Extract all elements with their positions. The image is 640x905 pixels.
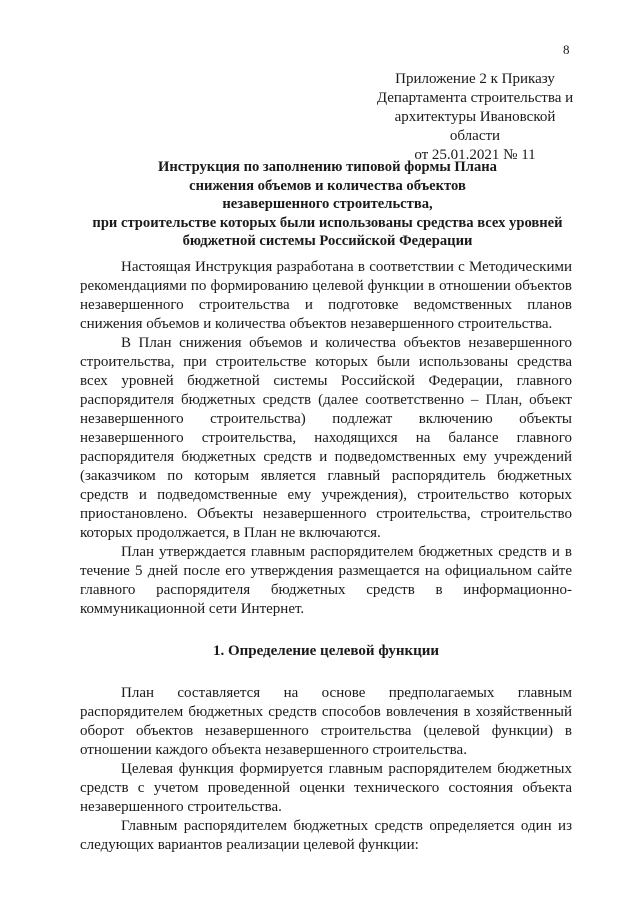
page-number: 8 bbox=[563, 42, 570, 57]
title-line: бюджетной системы Российской Федерации bbox=[182, 233, 473, 249]
paragraph: План утверждается главным распорядителем бюджетных средств и в течение 5 дней после его утверждения размещается на официальном сайте главного распорядителя бюджетных средств в информационно-коммуникационной сети Интернет. bbox=[80, 544, 572, 617]
appendix-line: Департамента строительства и bbox=[376, 90, 574, 106]
section-heading: 1. Определение целевой функции bbox=[212, 643, 440, 659]
appendix-line: области bbox=[449, 128, 501, 144]
appendix-line: от 25.01.2021 № 11 bbox=[414, 147, 536, 163]
paragraph: Главным распорядителем бюджетных средств определяется один из следующих вариантов реализации целевой функции: bbox=[80, 818, 572, 853]
title-line: Инструкция по заполнению типовой формы Плана bbox=[158, 159, 497, 175]
title-line: при строительстве которых были использованы средства всех уровней bbox=[92, 214, 563, 231]
document-title bbox=[60, 158, 595, 251]
paragraph: План составляется на основе предполагаемых главным распорядителем бюджетных средств способов вовлечения в хозяйственный оборот объектов незавершенного строительства (целевой функции) в отношении каждого объекта незавершенного строительства. bbox=[80, 685, 572, 758]
title-line: снижения объемов и количества объектов bbox=[189, 177, 466, 194]
appendix-header bbox=[370, 70, 580, 165]
appendix-line: архитектуры Ивановской bbox=[394, 109, 556, 125]
title-line: незавершенного строительства, bbox=[222, 196, 433, 212]
paragraph: В План снижения объемов и количества объектов незавершенного строительства, при строительстве которых были использованы средства всех уровней бюджетной системы Российской Федерации, главного распорядителя бюджетных средств (далее соответственно – План, объект незавершенного строительства) подлежат включению объекты незавершенного строительства, находящихся на балансе главного распорядителя бюджетных средств и подведомственных ему учреждений (заказчиком по которым является главный распорядитель бюджетных средств и подведомственные ему учреждения), строительство которых приостановлено. Объекты незавершенного строительства, строительство которых продолжается, в План не включаются. bbox=[80, 335, 572, 541]
appendix-line: Приложение 2 к Приказу bbox=[395, 71, 555, 87]
document-body bbox=[80, 258, 572, 855]
paragraph: Целевая функция формируется главным распорядителем бюджетных средств с учетом проведенной оценки технического состояния объекта незавершенного строительства. bbox=[80, 761, 572, 815]
paragraph: Настоящая Инструкция разработана в соответствии с Методическими рекомендациями по формированию целевой функции в отношении объектов незавершенного строительства и подготовке ведомственных планов снижения объемов и количества объектов незавершенного строительства. bbox=[80, 259, 572, 332]
